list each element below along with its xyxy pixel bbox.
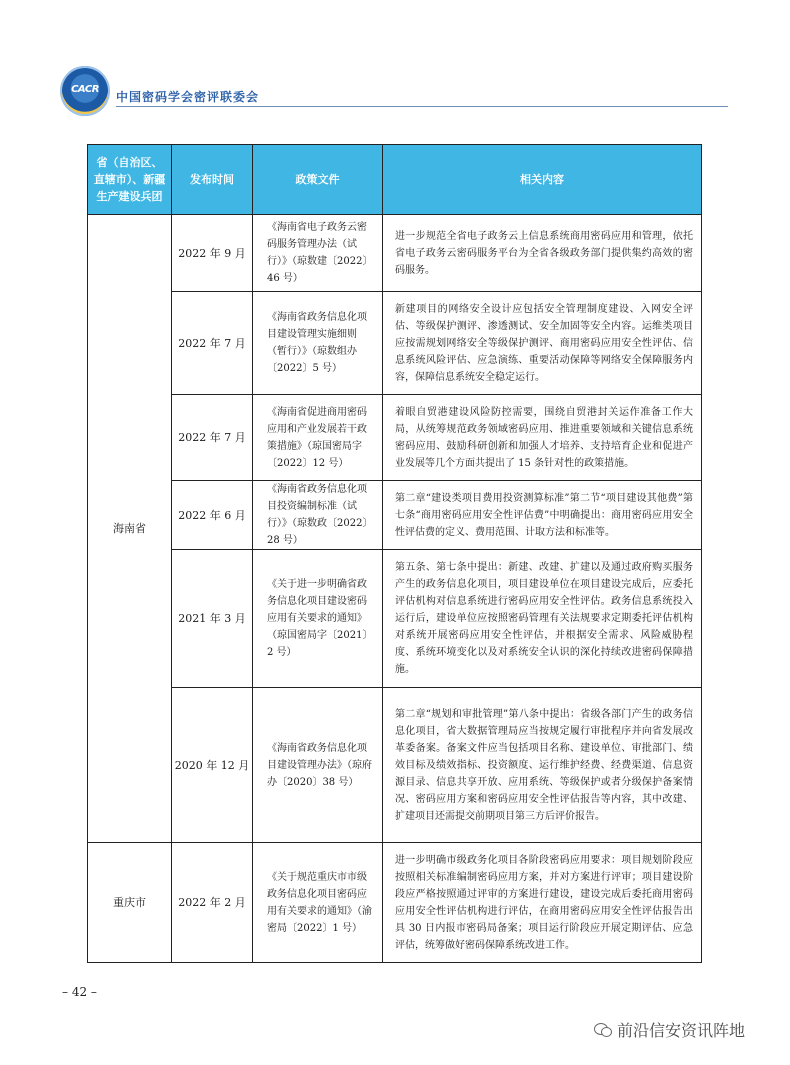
header-divider (116, 106, 728, 107)
region-cell-chongqing: 重庆市 (88, 843, 172, 963)
logo-text: CACR (71, 84, 99, 95)
watermark-text: 前沿信安资讯阵地 (617, 1021, 746, 1040)
table-row (88, 481, 702, 550)
date-cell: 2022 年 2 月 (172, 843, 253, 963)
table-row (88, 215, 702, 292)
content-cell: 第五条、第七条中提出：新建、改建、扩建以及通过政府购买服务产生的政务信息化项目，项目建设单位在项目建设完成后，应委托评估机构对信息系统进行密码应用安全性评估。政务信息系统投入运行后，建设单位应按照密码管理有关法规要求定期委托评估机构对系统开展密码应用安全性评估，并根据安全需求、风险威胁程度、系统环境变化以及对系统安全认识的深化持续改进密码保障措施。 (383, 550, 702, 688)
policy-table (87, 144, 702, 963)
policy-doc-cell: 《关于规范重庆市市级政务信息化项目密码应用有关要求的通知》（渝密局〔2022〕1 号） (253, 843, 383, 963)
watermark (594, 1018, 745, 1041)
header-content: 相关内容 (383, 145, 702, 215)
content-cell: 第二章“建设类项目费用投资测算标准”第二节“项目建设其他费”第七条“商用密码应用安全性评估费”中明确提出：商用密码应用安全性评估费的定义、费用范围、计取方法和标准等。 (383, 481, 702, 550)
policy-doc-cell: 《海南省促进商用密码应用和产业发展若干政策措施》（琼国密局字〔2022〕12 号） (253, 395, 383, 481)
date-cell: 2022 年 7 月 (172, 292, 253, 395)
page-header (60, 66, 730, 118)
region-cell-hainan: 海南省 (88, 215, 172, 843)
table-header-row (88, 145, 702, 215)
header-date: 发布时间 (172, 145, 253, 215)
policy-doc-cell: 《关于进一步明确省政务信息化项目建设密码应用有关要求的通知》（琼国密局字〔2021〕2 号） (253, 550, 383, 688)
table-row (88, 843, 702, 963)
page-number: – 42 – (62, 985, 97, 999)
header-region: 省（自治区、直辖市）、新疆生产建设兵团 (88, 145, 172, 215)
table-row (88, 688, 702, 843)
table-row (88, 395, 702, 481)
policy-doc-cell: 《海南省电子政务云密码服务管理办法（试行）》（琼数建〔2022〕46 号） (253, 215, 383, 292)
date-cell: 2020 年 12 月 (172, 688, 253, 843)
content-cell: 进一步明确市级政务化项目各阶段密码应用要求：项目规划阶段应按照相关标准编制密码应用方案，并对方案进行评审；项目建设阶段应严格按照通过评审的方案进行建设，建设完成后委托商用密码应用安全性评估机构进行评估，在商用密码应用安全性评估报告出具 30 日内报市密码局备案；项目运行阶段应开展定期评估、应急评估，统筹做好密码保障系统改进工作。 (383, 843, 702, 963)
date-cell: 2022 年 7 月 (172, 395, 253, 481)
content-cell: 新建项目的网络安全设计应包括安全管理制度建设、入网安全评估、等级保护测评、渗透测试、安全加固等安全内容。运维类项目应按需规划网络安全等级保护测评、商用密码应用安全性评估、信息系统风险评估、应急演练、重要活动保障等网络安全保障服务内容，保障信息系统安全稳定运行。 (383, 292, 702, 395)
date-cell: 2022 年 6 月 (172, 481, 253, 550)
content-cell: 进一步规范全省电子政务云上信息系统商用密码应用和管理，依托省电子政务云密码服务平台为全省各级政务部门提供集约高效的密码服务。 (383, 215, 702, 292)
date-cell: 2022 年 9 月 (172, 215, 253, 292)
cacr-logo-icon (60, 66, 110, 116)
table-row (88, 550, 702, 688)
date-cell: 2021 年 3 月 (172, 550, 253, 688)
content-cell: 着眼自贸港建设风险防控需要，围绕自贸港封关运作准备工作大局，从统筹规范政务领域密码应用、推进重要领域和关键信息系统密码应用、鼓励科研创新和加强人才培养、支持培育企业和促进产业发展等几个方面共提出了 15 条针对性的政策措施。 (383, 395, 702, 481)
header-policy: 政策文件 (253, 145, 383, 215)
table-row (88, 292, 702, 395)
wechat-icon (594, 1023, 612, 1037)
policy-doc-cell: 《海南省政务信息化项目建设管理办法》（琼府办〔2020〕38 号） (253, 688, 383, 843)
content-cell: 第二章“规划和审批管理”第八条中提出：省级各部门产生的政务信息化项目，省大数据管理局应当按规定履行审批程序并向省发展改革委备案。备案文件应当包括项目名称、建设单位、审批部门、绩效目标及绩效指标、投资额度、运行维护经费、经费渠道、信息资源目录、信息共享开放、应用系统、等级保护或者分级保护备案情况、密码应用方案和密码应用安全性评估报告等内容，其中改建、扩建项目还需提交前期项目第三方后评价报告。 (383, 688, 702, 843)
policy-doc-cell: 《海南省政务信息化项目投资编制标准（试行）》（琼数政〔2022〕28 号） (253, 481, 383, 550)
org-name: 中国密码学会密评联委会 (116, 90, 260, 104)
policy-doc-cell: 《海南省政务信息化项目建设管理实施细则（暂行）》（琼数组办〔2022〕5 号） (253, 292, 383, 395)
